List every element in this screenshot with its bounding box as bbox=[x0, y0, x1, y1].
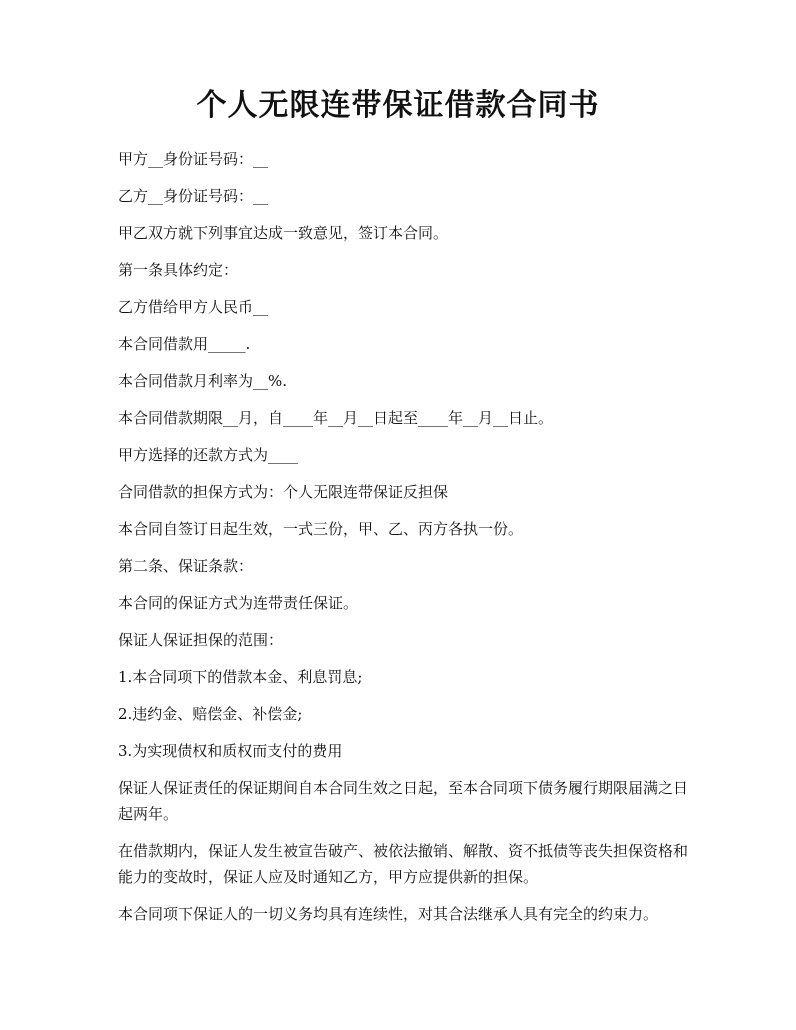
paragraph-guarantor-change: 在借款期内，保证人发生被宣告破产、被依法撤销、解散、资不抵债等丧失担保资格和能力的变故时，保证人应及时通知乙方，甲方应提供新的担保。 bbox=[118, 842, 689, 886]
section-heading-1: 第一条具体约定： bbox=[118, 261, 239, 279]
document-title: 个人无限连带保证借款合同书 bbox=[196, 88, 600, 123]
paragraph-loan-purpose: 本合同借款用_____. bbox=[118, 335, 251, 353]
list-item-2: 2.违约金、赔偿金、补偿金; bbox=[118, 705, 303, 723]
paragraph-effective-date: 本合同自签订日起生效，一式三份，甲、乙、丙方各执一份。 bbox=[118, 520, 524, 538]
paragraph-guarantee-period: 保证人保证责任的保证期间自本合同生效之日起，至本合同项下债务履行期限届满之日起两年。 bbox=[118, 779, 689, 823]
paragraph-loan-amount: 乙方借给甲方人民币__ bbox=[118, 298, 269, 316]
paragraph-party-a: 甲方__身份证号码：__ bbox=[118, 150, 269, 168]
list-item-3: 3.为实现债权和质权而支付的费用 bbox=[118, 742, 343, 760]
paragraph-agreement-intro: 甲乙双方就下列事宜达成一致意见，签订本合同。 bbox=[118, 224, 449, 242]
document-body bbox=[118, 146, 693, 938]
paragraph-interest-rate: 本合同借款月利率为__%. bbox=[118, 372, 288, 390]
paragraph-party-b: 乙方__身份证号码：__ bbox=[118, 187, 269, 205]
paragraph-guarantee-scope: 保证人保证担保的范围： bbox=[118, 631, 284, 649]
paragraph-guarantee-method: 合同借款的担保方式为：个人无限连带保证反担保 bbox=[118, 483, 449, 501]
section-heading-2: 第二条、保证条款： bbox=[118, 557, 254, 575]
paragraph-repayment-method: 甲方选择的还款方式为____ bbox=[118, 446, 299, 464]
paragraph-guarantee-type: 本合同的保证方式为连带责任保证。 bbox=[118, 594, 359, 612]
list-item-1: 1.本合同项下的借款本金、利息罚息; bbox=[118, 668, 363, 686]
paragraph-loan-term: 本合同借款期限__月，自____年__月__日起至____年__月__日止。 bbox=[118, 409, 554, 427]
paragraph-obligation-continuity: 本合同项下保证人的一切义务均具有连续性，对其合法继承人具有完全的约束力。 bbox=[118, 905, 659, 923]
